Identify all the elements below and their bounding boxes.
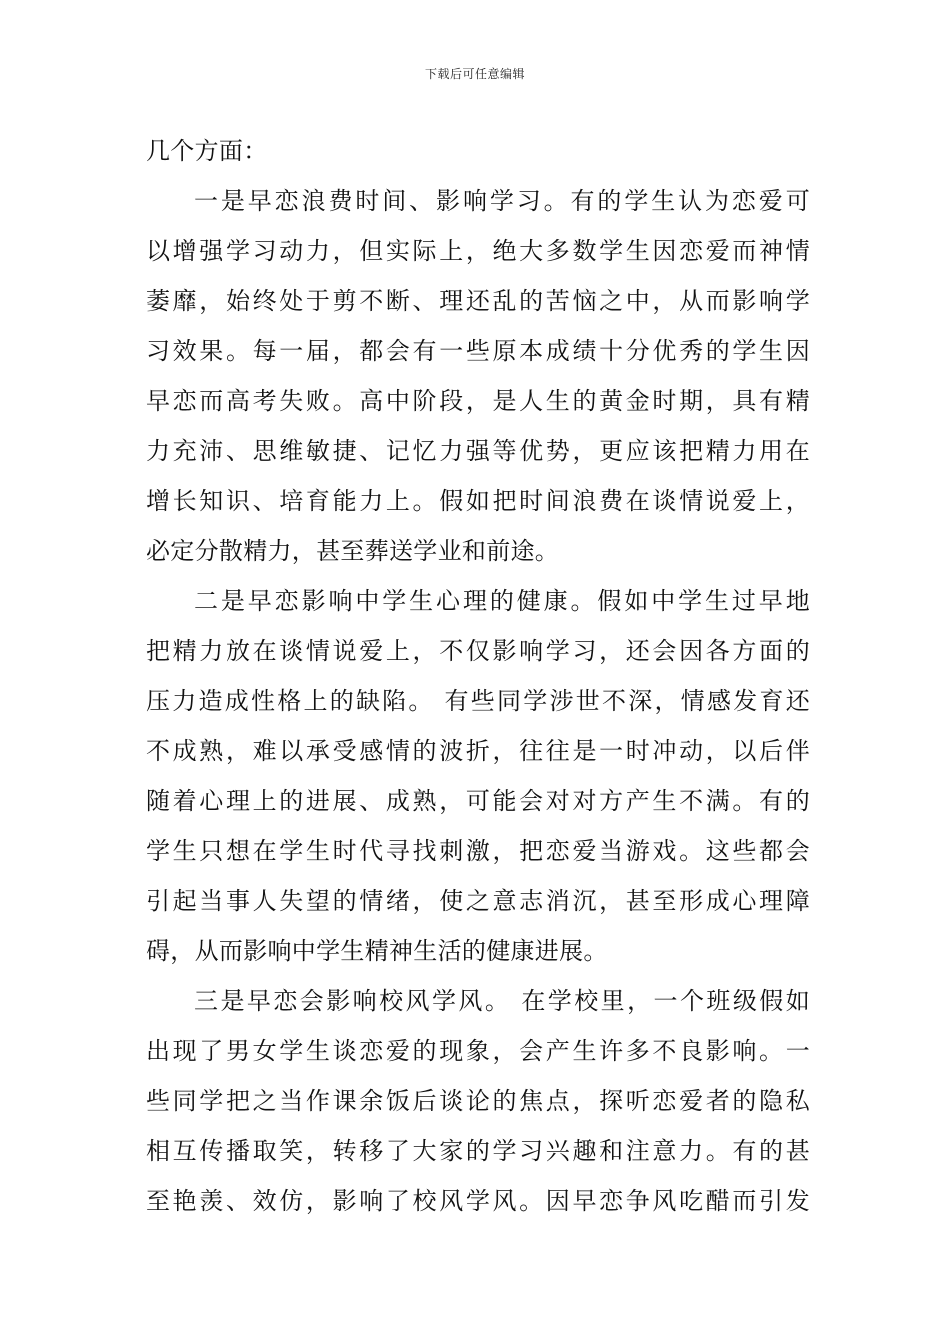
paragraph-start-line: 一是早恋浪费时间、影响学习。有的学生认为恋爱可: [194, 187, 810, 215]
text-line: 压力造成性格上的缺陷。 有些同学涉世不深，情感发育还: [146, 687, 810, 715]
text-line: 以增强学习动力，但实际上，绝大多数学生因恋爱而神情: [146, 237, 810, 265]
text-line: 不成熟，难以承受感情的波折，往往是一时冲动，以后伴: [146, 737, 810, 765]
text-line: 萎靡，始终处于剪不断、理还乱的苦恼之中，从而影响学: [146, 287, 810, 315]
text-line: 把精力放在谈情说爱上，不仅影响学习，还会因各方面的: [146, 637, 810, 665]
text-line: 习效果。每一届，都会有一些原本成绩十分优秀的学生因: [146, 337, 810, 365]
text-line: 引起当事人失望的情绪，使之意志消沉，甚至形成心理障: [146, 887, 810, 915]
text-line: 学生只想在学生时代寻找刺激，把恋爱当游戏。这些都会: [146, 837, 810, 865]
text-line: 几个方面：: [146, 137, 268, 165]
text-line: 力充沛、思维敏捷、记忆力强等优势，更应该把精力用在: [146, 437, 810, 465]
text-line: 出现了男女学生谈恋爱的现象，会产生许多不良影响。一: [146, 1037, 810, 1065]
text-line: 些同学把之当作课余饭后谈论的焦点，探听恋爱者的隐私: [146, 1087, 810, 1115]
text-line: 随着心理上的进展、成熟，可能会对对方产生不满。有的: [146, 787, 810, 815]
paragraph-end-line: 碍，从而影响中学生精神生活的健康进展。: [146, 937, 608, 965]
text-line: 相互传播取笑，转移了大家的学习兴趣和注意力。有的甚: [146, 1137, 810, 1165]
paragraph-start-line: 二是早恋影响中学生心理的健康。假如中学生过早地: [194, 587, 810, 615]
header-note: 下载后可任意编辑: [424, 67, 525, 81]
text-line: 至艳羡、效仿，影响了校风学风。因早恋争风吃醋而引发: [146, 1187, 810, 1215]
paragraph-start-line: 三是早恋会影响校风学风。 在学校里，一个班级假如: [194, 987, 810, 1015]
document-body: [146, 126, 810, 1226]
text-line: 早恋而高考失败。高中阶段，是人生的黄金时期，具有精: [146, 387, 810, 415]
text-line: 增长知识、培育能力上。假如把时间浪费在谈情说爱上，: [146, 487, 810, 515]
paragraph-end-line: 必定分散精力，甚至葬送学业和前途。: [146, 537, 560, 565]
